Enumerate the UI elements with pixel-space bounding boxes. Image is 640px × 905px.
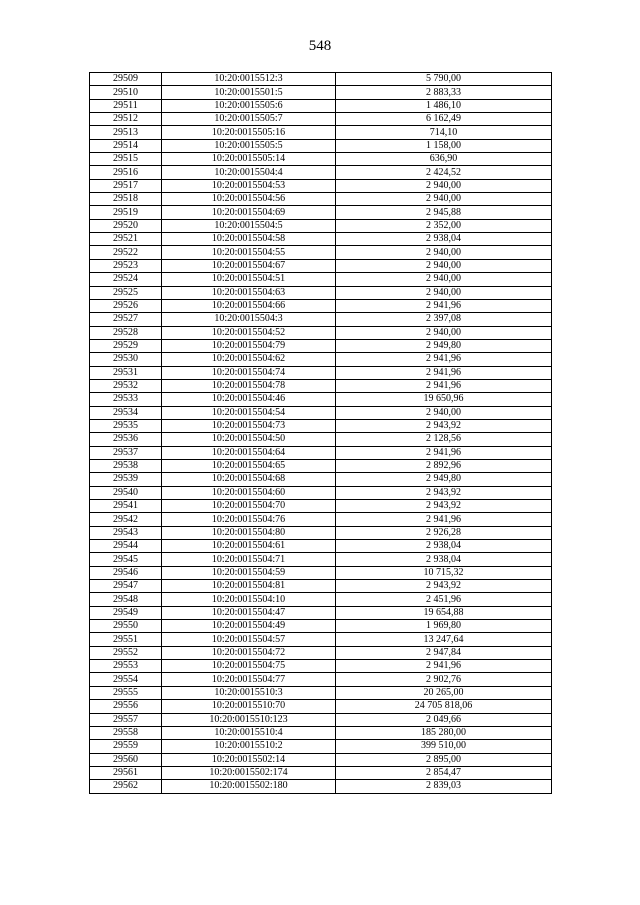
value-cell: 2 940,00 (336, 259, 552, 272)
table-row (90, 286, 552, 299)
table-row (90, 246, 552, 259)
row-number-cell: 29556 (90, 700, 162, 713)
cadastral-number-cell: 10:20:0015504:63 (162, 286, 336, 299)
table-row (90, 500, 552, 513)
value-cell: 2 943,92 (336, 580, 552, 593)
cadastral-number-cell: 10:20:0015504:80 (162, 526, 336, 539)
table-row (90, 620, 552, 633)
cadastral-number-cell: 10:20:0015504:67 (162, 259, 336, 272)
cadastral-number-cell: 10:20:0015504:78 (162, 379, 336, 392)
value-cell: 2 943,92 (336, 500, 552, 513)
cadastral-number-cell: 10:20:0015504:3 (162, 313, 336, 326)
cadastral-number-cell: 10:20:0015505:14 (162, 153, 336, 166)
row-number-cell: 29517 (90, 179, 162, 192)
value-cell: 2 941,96 (336, 353, 552, 366)
cadastral-number-cell: 10:20:0015510:3 (162, 686, 336, 699)
table-row (90, 740, 552, 753)
cadastral-number-cell: 10:20:0015504:62 (162, 353, 336, 366)
value-cell: 2 895,00 (336, 753, 552, 766)
value-cell: 2 938,04 (336, 233, 552, 246)
table-row (90, 540, 552, 553)
table-row (90, 393, 552, 406)
cadastral-number-cell: 10:20:0015504:69 (162, 206, 336, 219)
row-number-cell: 29534 (90, 406, 162, 419)
value-cell: 24 705 818,06 (336, 700, 552, 713)
cadastral-number-cell: 10:20:0015504:77 (162, 673, 336, 686)
value-cell: 2 397,08 (336, 313, 552, 326)
cadastral-number-cell: 10:20:0015504:65 (162, 459, 336, 472)
cadastral-number-cell: 10:20:0015505:5 (162, 139, 336, 152)
row-number-cell: 29540 (90, 486, 162, 499)
cadastral-number-cell: 10:20:0015504:49 (162, 620, 336, 633)
value-cell: 2 940,00 (336, 273, 552, 286)
cadastral-number-cell: 10:20:0015504:71 (162, 553, 336, 566)
table-row (90, 700, 552, 713)
row-number-cell: 29525 (90, 286, 162, 299)
value-cell: 2 451,96 (336, 593, 552, 606)
row-number-cell: 29516 (90, 166, 162, 179)
table-row (90, 419, 552, 432)
value-cell: 2 941,96 (336, 446, 552, 459)
table-row (90, 459, 552, 472)
value-cell: 2 941,96 (336, 299, 552, 312)
table-row (90, 113, 552, 126)
value-cell: 2 883,33 (336, 86, 552, 99)
cadastral-number-cell: 10:20:0015504:50 (162, 433, 336, 446)
value-cell: 1 158,00 (336, 139, 552, 152)
table-body (90, 73, 552, 794)
row-number-cell: 29558 (90, 726, 162, 739)
value-cell: 714,10 (336, 126, 552, 139)
row-number-cell: 29511 (90, 99, 162, 112)
table-row (90, 566, 552, 579)
value-cell: 2 949,80 (336, 339, 552, 352)
table-row (90, 780, 552, 793)
value-cell: 2 941,96 (336, 513, 552, 526)
value-cell: 2 424,52 (336, 166, 552, 179)
value-cell: 5 790,00 (336, 73, 552, 86)
table-row (90, 379, 552, 392)
row-number-cell: 29513 (90, 126, 162, 139)
cadastral-number-cell: 10:20:0015504:51 (162, 273, 336, 286)
cadastral-number-cell: 10:20:0015502:180 (162, 780, 336, 793)
table-row (90, 686, 552, 699)
value-cell: 2 938,04 (336, 540, 552, 553)
row-number-cell: 29546 (90, 566, 162, 579)
row-number-cell: 29510 (90, 86, 162, 99)
table-row (90, 633, 552, 646)
cadastral-number-cell: 10:20:0015504:55 (162, 246, 336, 259)
table-row (90, 233, 552, 246)
row-number-cell: 29545 (90, 553, 162, 566)
table-row (90, 553, 552, 566)
cadastral-number-cell: 10:20:0015504:10 (162, 593, 336, 606)
row-number-cell: 29520 (90, 219, 162, 232)
value-cell: 1 486,10 (336, 99, 552, 112)
table-row (90, 219, 552, 232)
value-cell: 2 854,47 (336, 766, 552, 779)
row-number-cell: 29512 (90, 113, 162, 126)
row-number-cell: 29527 (90, 313, 162, 326)
value-cell: 2 940,00 (336, 286, 552, 299)
value-cell: 2 938,04 (336, 553, 552, 566)
cadastral-number-cell: 10:20:0015504:66 (162, 299, 336, 312)
table-row (90, 580, 552, 593)
value-cell: 2 941,96 (336, 366, 552, 379)
cadastral-number-cell: 10:20:0015512:3 (162, 73, 336, 86)
value-cell: 2 949,80 (336, 473, 552, 486)
cadastral-number-cell: 10:20:0015504:57 (162, 633, 336, 646)
table-row (90, 339, 552, 352)
row-number-cell: 29543 (90, 526, 162, 539)
value-cell: 2 839,03 (336, 780, 552, 793)
cadastral-number-cell: 10:20:0015504:46 (162, 393, 336, 406)
value-cell: 2 947,84 (336, 646, 552, 659)
value-cell: 185 280,00 (336, 726, 552, 739)
cadastral-number-cell: 10:20:0015504:81 (162, 580, 336, 593)
cadastral-number-cell: 10:20:0015504:61 (162, 540, 336, 553)
table-row (90, 353, 552, 366)
row-number-cell: 29551 (90, 633, 162, 646)
table-row (90, 486, 552, 499)
cadastral-number-cell: 10:20:0015504:53 (162, 179, 336, 192)
cadastral-number-cell: 10:20:0015504:74 (162, 366, 336, 379)
cadastral-number-cell: 10:20:0015504:73 (162, 419, 336, 432)
row-number-cell: 29523 (90, 259, 162, 272)
row-number-cell: 29552 (90, 646, 162, 659)
table-row (90, 273, 552, 286)
value-cell: 2 128,56 (336, 433, 552, 446)
row-number-cell: 29550 (90, 620, 162, 633)
cadastral-number-cell: 10:20:0015504:70 (162, 500, 336, 513)
cadastral-number-cell: 10:20:0015504:72 (162, 646, 336, 659)
row-number-cell: 29538 (90, 459, 162, 472)
cadastral-number-cell: 10:20:0015505:6 (162, 99, 336, 112)
row-number-cell: 29522 (90, 246, 162, 259)
row-number-cell: 29519 (90, 206, 162, 219)
cadastral-number-cell: 10:20:0015504:54 (162, 406, 336, 419)
value-cell: 19 654,88 (336, 606, 552, 619)
row-number-cell: 29533 (90, 393, 162, 406)
value-cell: 2 943,92 (336, 419, 552, 432)
row-number-cell: 29531 (90, 366, 162, 379)
value-cell: 2 926,28 (336, 526, 552, 539)
table-row (90, 673, 552, 686)
data-table (89, 72, 552, 794)
value-cell: 2 945,88 (336, 206, 552, 219)
table-row (90, 433, 552, 446)
table-row (90, 326, 552, 339)
value-cell: 1 969,80 (336, 620, 552, 633)
table-row (90, 366, 552, 379)
row-number-cell: 29562 (90, 780, 162, 793)
row-number-cell: 29559 (90, 740, 162, 753)
value-cell: 2 892,96 (336, 459, 552, 472)
table-row (90, 513, 552, 526)
cadastral-number-cell: 10:20:0015504:5 (162, 219, 336, 232)
cadastral-number-cell: 10:20:0015502:14 (162, 753, 336, 766)
row-number-cell: 29553 (90, 660, 162, 673)
value-cell: 2 049,66 (336, 713, 552, 726)
cadastral-number-cell: 10:20:0015504:64 (162, 446, 336, 459)
cadastral-number-cell: 10:20:0015504:60 (162, 486, 336, 499)
cadastral-number-cell: 10:20:0015504:56 (162, 193, 336, 206)
cadastral-number-cell: 10:20:0015510:2 (162, 740, 336, 753)
cadastral-number-cell: 10:20:0015502:174 (162, 766, 336, 779)
table-row (90, 193, 552, 206)
value-cell: 2 940,00 (336, 326, 552, 339)
value-cell: 19 650,96 (336, 393, 552, 406)
row-number-cell: 29555 (90, 686, 162, 699)
table-row (90, 86, 552, 99)
value-cell: 2 902,76 (336, 673, 552, 686)
row-number-cell: 29529 (90, 339, 162, 352)
value-cell: 6 162,49 (336, 113, 552, 126)
value-cell: 13 247,64 (336, 633, 552, 646)
table-row (90, 153, 552, 166)
row-number-cell: 29547 (90, 580, 162, 593)
row-number-cell: 29514 (90, 139, 162, 152)
row-number-cell: 29561 (90, 766, 162, 779)
row-number-cell: 29537 (90, 446, 162, 459)
row-number-cell: 29521 (90, 233, 162, 246)
table-row (90, 753, 552, 766)
table-row (90, 206, 552, 219)
value-cell: 2 940,00 (336, 193, 552, 206)
value-cell: 636,90 (336, 153, 552, 166)
cadastral-number-cell: 10:20:0015504:52 (162, 326, 336, 339)
row-number-cell: 29535 (90, 419, 162, 432)
table-row (90, 73, 552, 86)
row-number-cell: 29541 (90, 500, 162, 513)
table-row (90, 406, 552, 419)
table-row (90, 313, 552, 326)
table-row (90, 646, 552, 659)
value-cell: 399 510,00 (336, 740, 552, 753)
value-cell: 20 265,00 (336, 686, 552, 699)
row-number-cell: 29524 (90, 273, 162, 286)
cadastral-number-cell: 10:20:0015505:16 (162, 126, 336, 139)
value-cell: 2 940,00 (336, 406, 552, 419)
row-number-cell: 29532 (90, 379, 162, 392)
cadastral-number-cell: 10:20:0015504:79 (162, 339, 336, 352)
value-cell: 10 715,32 (336, 566, 552, 579)
value-cell: 2 941,96 (336, 379, 552, 392)
table-row (90, 139, 552, 152)
table-row (90, 126, 552, 139)
cadastral-number-cell: 10:20:0015504:59 (162, 566, 336, 579)
cadastral-number-cell: 10:20:0015504:75 (162, 660, 336, 673)
cadastral-number-cell: 10:20:0015504:58 (162, 233, 336, 246)
cadastral-number-cell: 10:20:0015504:76 (162, 513, 336, 526)
row-number-cell: 29544 (90, 540, 162, 553)
table-row (90, 259, 552, 272)
table-row (90, 660, 552, 673)
page-number: 548 (308, 38, 332, 54)
row-number-cell: 29549 (90, 606, 162, 619)
cadastral-number-cell: 10:20:0015504:68 (162, 473, 336, 486)
row-number-cell: 29548 (90, 593, 162, 606)
cadastral-number-cell: 10:20:0015501:5 (162, 86, 336, 99)
value-cell: 2 940,00 (336, 179, 552, 192)
value-cell: 2 940,00 (336, 246, 552, 259)
table-row (90, 299, 552, 312)
cadastral-number-cell: 10:20:0015510:70 (162, 700, 336, 713)
row-number-cell: 29530 (90, 353, 162, 366)
row-number-cell: 29509 (90, 73, 162, 86)
cadastral-number-cell: 10:20:0015510:123 (162, 713, 336, 726)
table-row (90, 766, 552, 779)
table-row (90, 713, 552, 726)
table-row (90, 473, 552, 486)
row-number-cell: 29528 (90, 326, 162, 339)
value-cell: 2 943,92 (336, 486, 552, 499)
table-row (90, 526, 552, 539)
table-row (90, 166, 552, 179)
table-row (90, 99, 552, 112)
cadastral-number-cell: 10:20:0015505:7 (162, 113, 336, 126)
row-number-cell: 29536 (90, 433, 162, 446)
cadastral-number-cell: 10:20:0015504:4 (162, 166, 336, 179)
value-cell: 2 941,96 (336, 660, 552, 673)
row-number-cell: 29526 (90, 299, 162, 312)
table-row (90, 593, 552, 606)
row-number-cell: 29557 (90, 713, 162, 726)
cadastral-number-cell: 10:20:0015504:47 (162, 606, 336, 619)
row-number-cell: 29542 (90, 513, 162, 526)
table-row (90, 726, 552, 739)
cadastral-number-cell: 10:20:0015510:4 (162, 726, 336, 739)
table-row (90, 446, 552, 459)
value-cell: 2 352,00 (336, 219, 552, 232)
table-row (90, 179, 552, 192)
row-number-cell: 29539 (90, 473, 162, 486)
table-row (90, 606, 552, 619)
row-number-cell: 29560 (90, 753, 162, 766)
row-number-cell: 29554 (90, 673, 162, 686)
row-number-cell: 29515 (90, 153, 162, 166)
row-number-cell: 29518 (90, 193, 162, 206)
